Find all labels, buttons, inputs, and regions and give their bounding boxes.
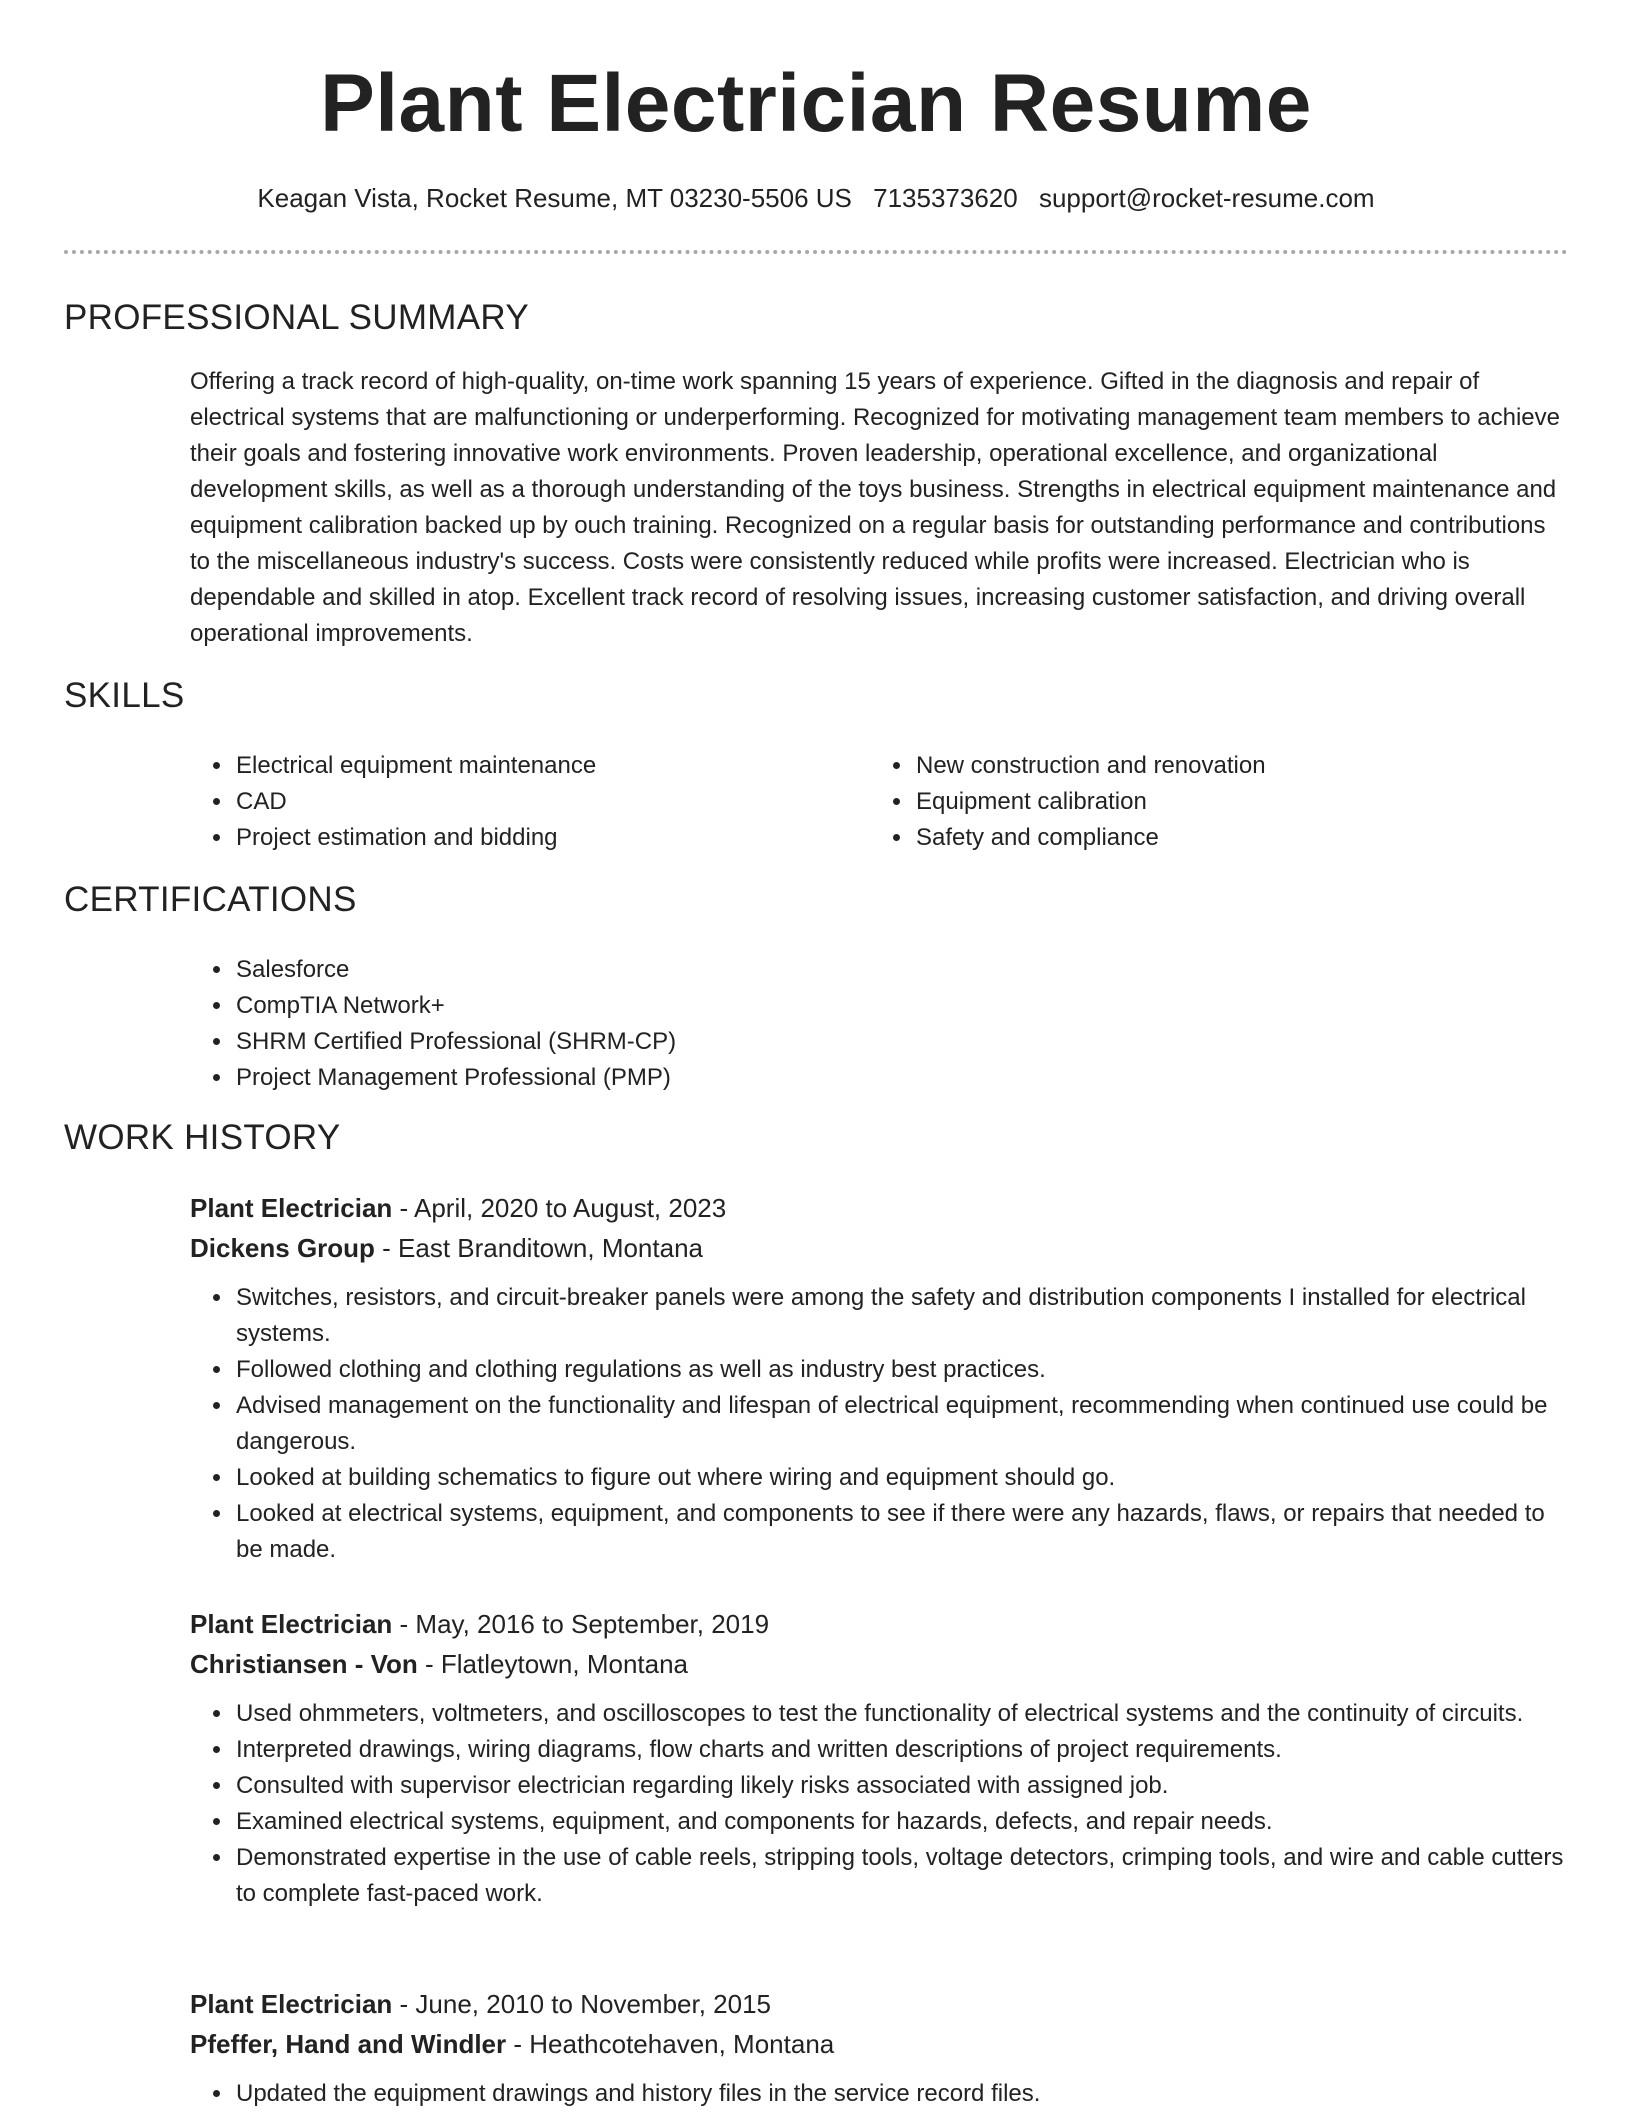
- certifications-heading: CERTIFICATIONS: [64, 880, 357, 919]
- duty-item: • Consulted with supervisor electrician regarding likely risks associated with assigned job.: [234, 1768, 1568, 1804]
- certification-item: • Project Management Professional (PMP): [234, 1060, 676, 1096]
- skill-item: • Safety and compliance: [914, 820, 1266, 856]
- job-company-line: [190, 1228, 1568, 1268]
- job-duties: [190, 1696, 1568, 1912]
- header-divider: [64, 250, 1568, 254]
- job-dates: - April, 2020 to August, 2023: [392, 1193, 727, 1223]
- job-title: Plant Electrician: [190, 1609, 393, 1639]
- job-duties: [190, 1280, 1568, 1568]
- job-location: - East Branditown, Montana: [374, 1233, 703, 1263]
- duty-item: • Followed clothing and clothing regulations as well as industry best practices.: [234, 1352, 1568, 1388]
- certifications-list: [190, 952, 676, 1096]
- job-company: Dickens Group: [190, 1233, 375, 1263]
- job-entry: [190, 1604, 1568, 1912]
- duty-item: • Advised management on the functionality and lifespan of electrical equipment, recommending when continued use could be dangerous.: [234, 1388, 1568, 1460]
- skill-item: • Project estimation and bidding: [234, 820, 596, 856]
- certification-item: • SHRM Certified Professional (SHRM-CP): [234, 1024, 676, 1060]
- duty-item: • Interpreted drawings, wiring diagrams, flow charts and written descriptions of project requirements.: [234, 1732, 1568, 1768]
- job-title-line: [190, 1188, 1568, 1228]
- job-title-line: [190, 1984, 1568, 2024]
- job-entry: [190, 1984, 1568, 2112]
- job-company-line: [190, 2024, 1568, 2064]
- summary-text: Offering a track record of high-quality, on-time work spanning 15 years of experience. Gifted in the diagnosis and repair of electrical systems that are malfunctioning or underperforming. Recognized for motivating management team members to achieve their goals and fostering innovative work environments. Proven leadership, operational excellence, and organizational development skills, as well as a thorough understanding of the toys business. Strengths in electrical equipment maintenance and equipment calibration backed up by ouch training. Recognized on a regular basis for outstanding performance and contributions to the miscellaneous industry's success. Costs were consistently reduced while profits were increased. Electrician who is dependable and skilled in atop. Excellent track record of resolving issues, increasing customer satisfaction, and driving overall operational improvements.: [190, 368, 1560, 647]
- duty-item: • Switches, resistors, and circuit-breaker panels were among the safety and distribution components I installed for electrical systems.: [234, 1280, 1568, 1352]
- job-company: Christiansen - Von: [190, 1649, 418, 1679]
- skills-list-right: [870, 748, 1266, 856]
- duty-item: • Examined electrical systems, equipment, and components for hazards, defects, and repair needs.: [234, 1804, 1568, 1840]
- job-title-line: [190, 1604, 1568, 1644]
- job-title: Plant Electrician: [190, 1193, 393, 1223]
- job-company-line: [190, 1644, 1568, 1684]
- job-duties: [190, 2076, 1568, 2112]
- certification-item: • Salesforce: [234, 952, 676, 988]
- email: support@rocket-resume.com: [1038, 183, 1375, 213]
- skills-list-left: [190, 748, 596, 856]
- job-company: Pfeffer, Hand and Windler: [190, 2029, 507, 2059]
- job-entry: [190, 1188, 1568, 1568]
- skill-item: • New construction and renovation: [914, 748, 1266, 784]
- duty-item: • Demonstrated expertise in the use of cable reels, stripping tools, voltage detectors, crimping tools, and wire and cable cutters to complete fast-paced work.: [234, 1840, 1568, 1912]
- duty-item: • Looked at electrical systems, equipment, and components to see if there were any hazards, flaws, or repairs that needed to be made.: [234, 1496, 1568, 1568]
- duty-item: • Updated the equipment drawings and history files in the service record files.: [234, 2076, 1568, 2112]
- job-dates: - May, 2016 to September, 2019: [392, 1609, 770, 1639]
- job-title: Plant Electrician: [190, 1989, 393, 2019]
- skill-item: • Electrical equipment maintenance: [234, 748, 596, 784]
- job-location: - Heathcotehaven, Montana: [506, 2029, 835, 2059]
- job-dates: - June, 2010 to November, 2015: [392, 1989, 772, 2019]
- work-history-heading: WORK HISTORY: [64, 1118, 341, 1157]
- skills-heading: SKILLS: [64, 676, 185, 715]
- contact-line: [64, 180, 1568, 216]
- duty-item: • Looked at building schematics to figure out where wiring and equipment should go.: [234, 1460, 1568, 1496]
- resume-title: Plant Electrician Resume: [320, 58, 1312, 149]
- skill-item: • CAD: [234, 784, 596, 820]
- certification-item: • CompTIA Network+: [234, 988, 676, 1024]
- skill-item: • Equipment calibration: [914, 784, 1266, 820]
- address: Keagan Vista, Rocket Resume, MT 03230-5506 US: [257, 183, 852, 213]
- phone: 7135373620: [873, 183, 1018, 213]
- job-location: - Flatleytown, Montana: [417, 1649, 689, 1679]
- summary-heading: PROFESSIONAL SUMMARY: [64, 298, 529, 337]
- duty-item: • Used ohmmeters, voltmeters, and oscilloscopes to test the functionality of electrical systems and the continuity of circuits.: [234, 1696, 1568, 1732]
